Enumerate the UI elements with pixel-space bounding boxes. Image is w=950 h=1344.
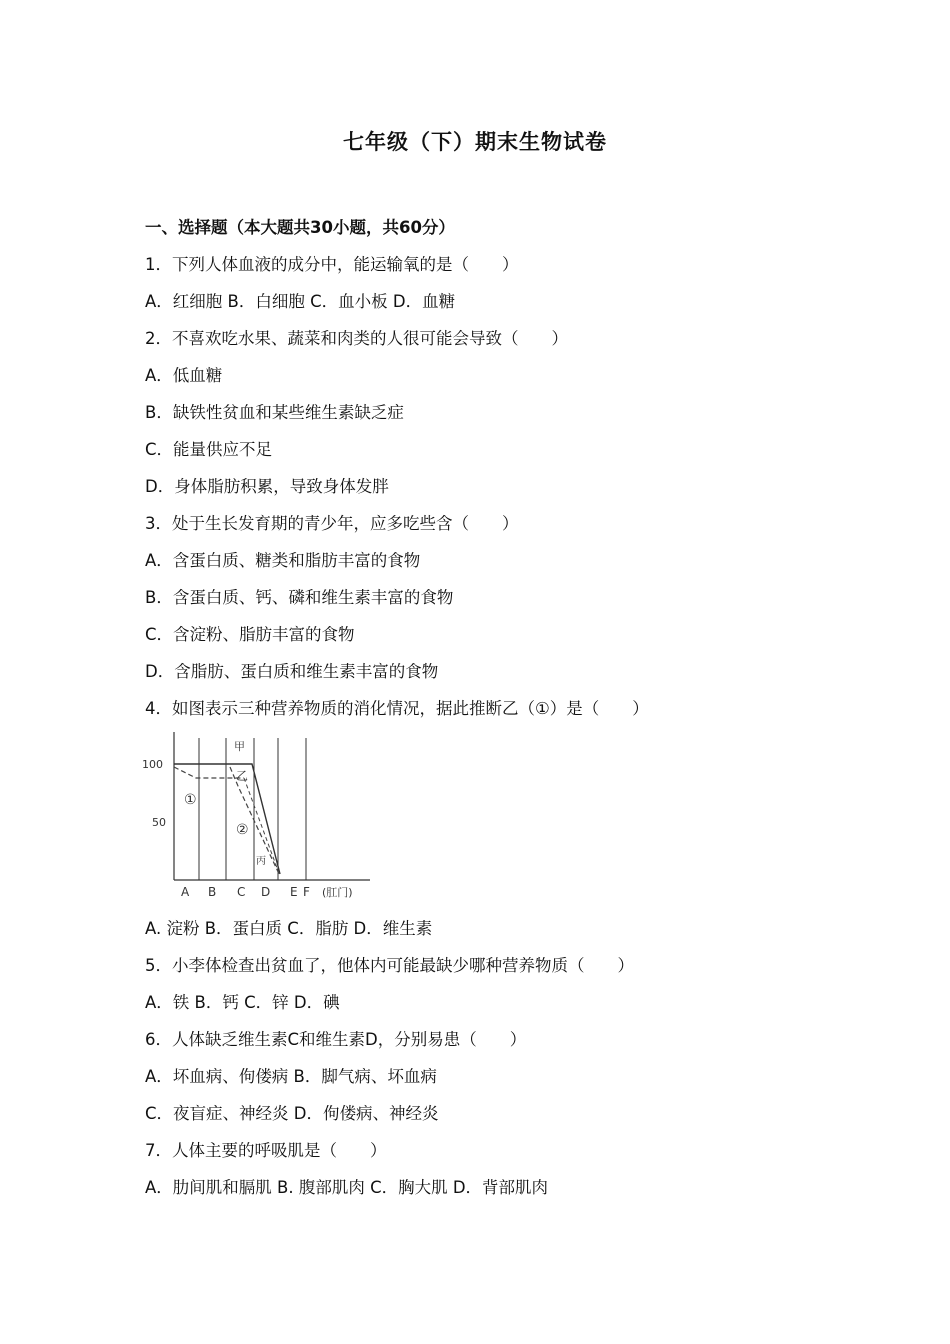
- page-title: 七年级（下）期末生物试卷: [343, 130, 607, 154]
- question-7: 7．人体主要的呼吸肌是（ ）: [145, 1141, 387, 1160]
- question-2: 2．不喜欢吃水果、蔬菜和肉类的人很可能会导致（ ）: [145, 329, 568, 348]
- question-5: 5．小李体检查出贫血了，他体内可能最缺少哪种营养物质（ ）: [145, 956, 634, 975]
- question-3-option-b: B．含蛋白质、钙、磷和维生素丰富的食物: [145, 588, 454, 607]
- label-yi: 乙: [236, 769, 249, 783]
- x-label-f: F: [303, 885, 310, 899]
- x-label-anus: (肛门): [322, 886, 353, 899]
- question-3-option-a: A．含蛋白质、糖类和脂肪丰富的食物: [145, 551, 421, 570]
- question-2-option-a: A．低血糖: [145, 366, 223, 385]
- x-label-d: D: [261, 885, 271, 899]
- question-6-options-cd: C．夜盲症、神经炎 D．佝偻病、神经炎: [145, 1104, 439, 1123]
- x-label-e: E: [290, 885, 298, 899]
- x-label-c: C: [237, 885, 246, 899]
- x-label-a: A: [181, 885, 190, 899]
- question-7-options: A．肋间肌和膈肌 B. 腹部肌肉 C．胸大肌 D．背部肌肉: [145, 1178, 549, 1197]
- question-2-option-d: D．身体脂肪积累，导致身体发胖: [145, 477, 389, 496]
- y-tick-50: 50: [152, 816, 166, 829]
- mark-2: ②: [236, 822, 249, 838]
- question-6-options-ab: A．坏血病、佝偻病 B．脚气病、坏血病: [145, 1067, 437, 1086]
- x-label-b: B: [208, 885, 217, 899]
- question-5-options: A．铁 B．钙 C．锌 D．碘: [145, 993, 340, 1012]
- label-bing: 丙: [256, 856, 266, 867]
- section-heading: 一、选择题（本大题共30小题，共60分）: [145, 218, 455, 237]
- question-3-option-d: D．含脂肪、蛋白质和维生素丰富的食物: [145, 662, 439, 681]
- y-tick-100: 100: [142, 758, 163, 771]
- mark-1: ①: [184, 792, 197, 808]
- label-jia: 甲: [234, 740, 245, 753]
- question-6: 6．人体缺乏维生素C和维生素D，分别易患（ ）: [145, 1030, 527, 1049]
- question-4-options: A. 淀粉 B．蛋白质 C．脂肪 D．维生素: [145, 919, 433, 938]
- question-3: 3．处于生长发育期的青少年，应多吃些含（ ）: [145, 514, 519, 533]
- digestion-figure: [140, 730, 372, 902]
- question-1: 1．下列人体血液的成分中，能运输氧的是（ ）: [145, 255, 519, 274]
- question-3-option-c: C．含淀粉、脂肪丰富的食物: [145, 625, 355, 644]
- question-2-option-b: B．缺铁性贫血和某些维生素缺乏症: [145, 403, 404, 422]
- question-4: 4．如图表示三种营养物质的消化情况，据此推断乙（①）是（ ）: [145, 699, 649, 718]
- question-2-option-c: C．能量供应不足: [145, 440, 273, 459]
- question-1-options: A．红细胞 B．白细胞 C．血小板 D．血糖: [145, 292, 456, 311]
